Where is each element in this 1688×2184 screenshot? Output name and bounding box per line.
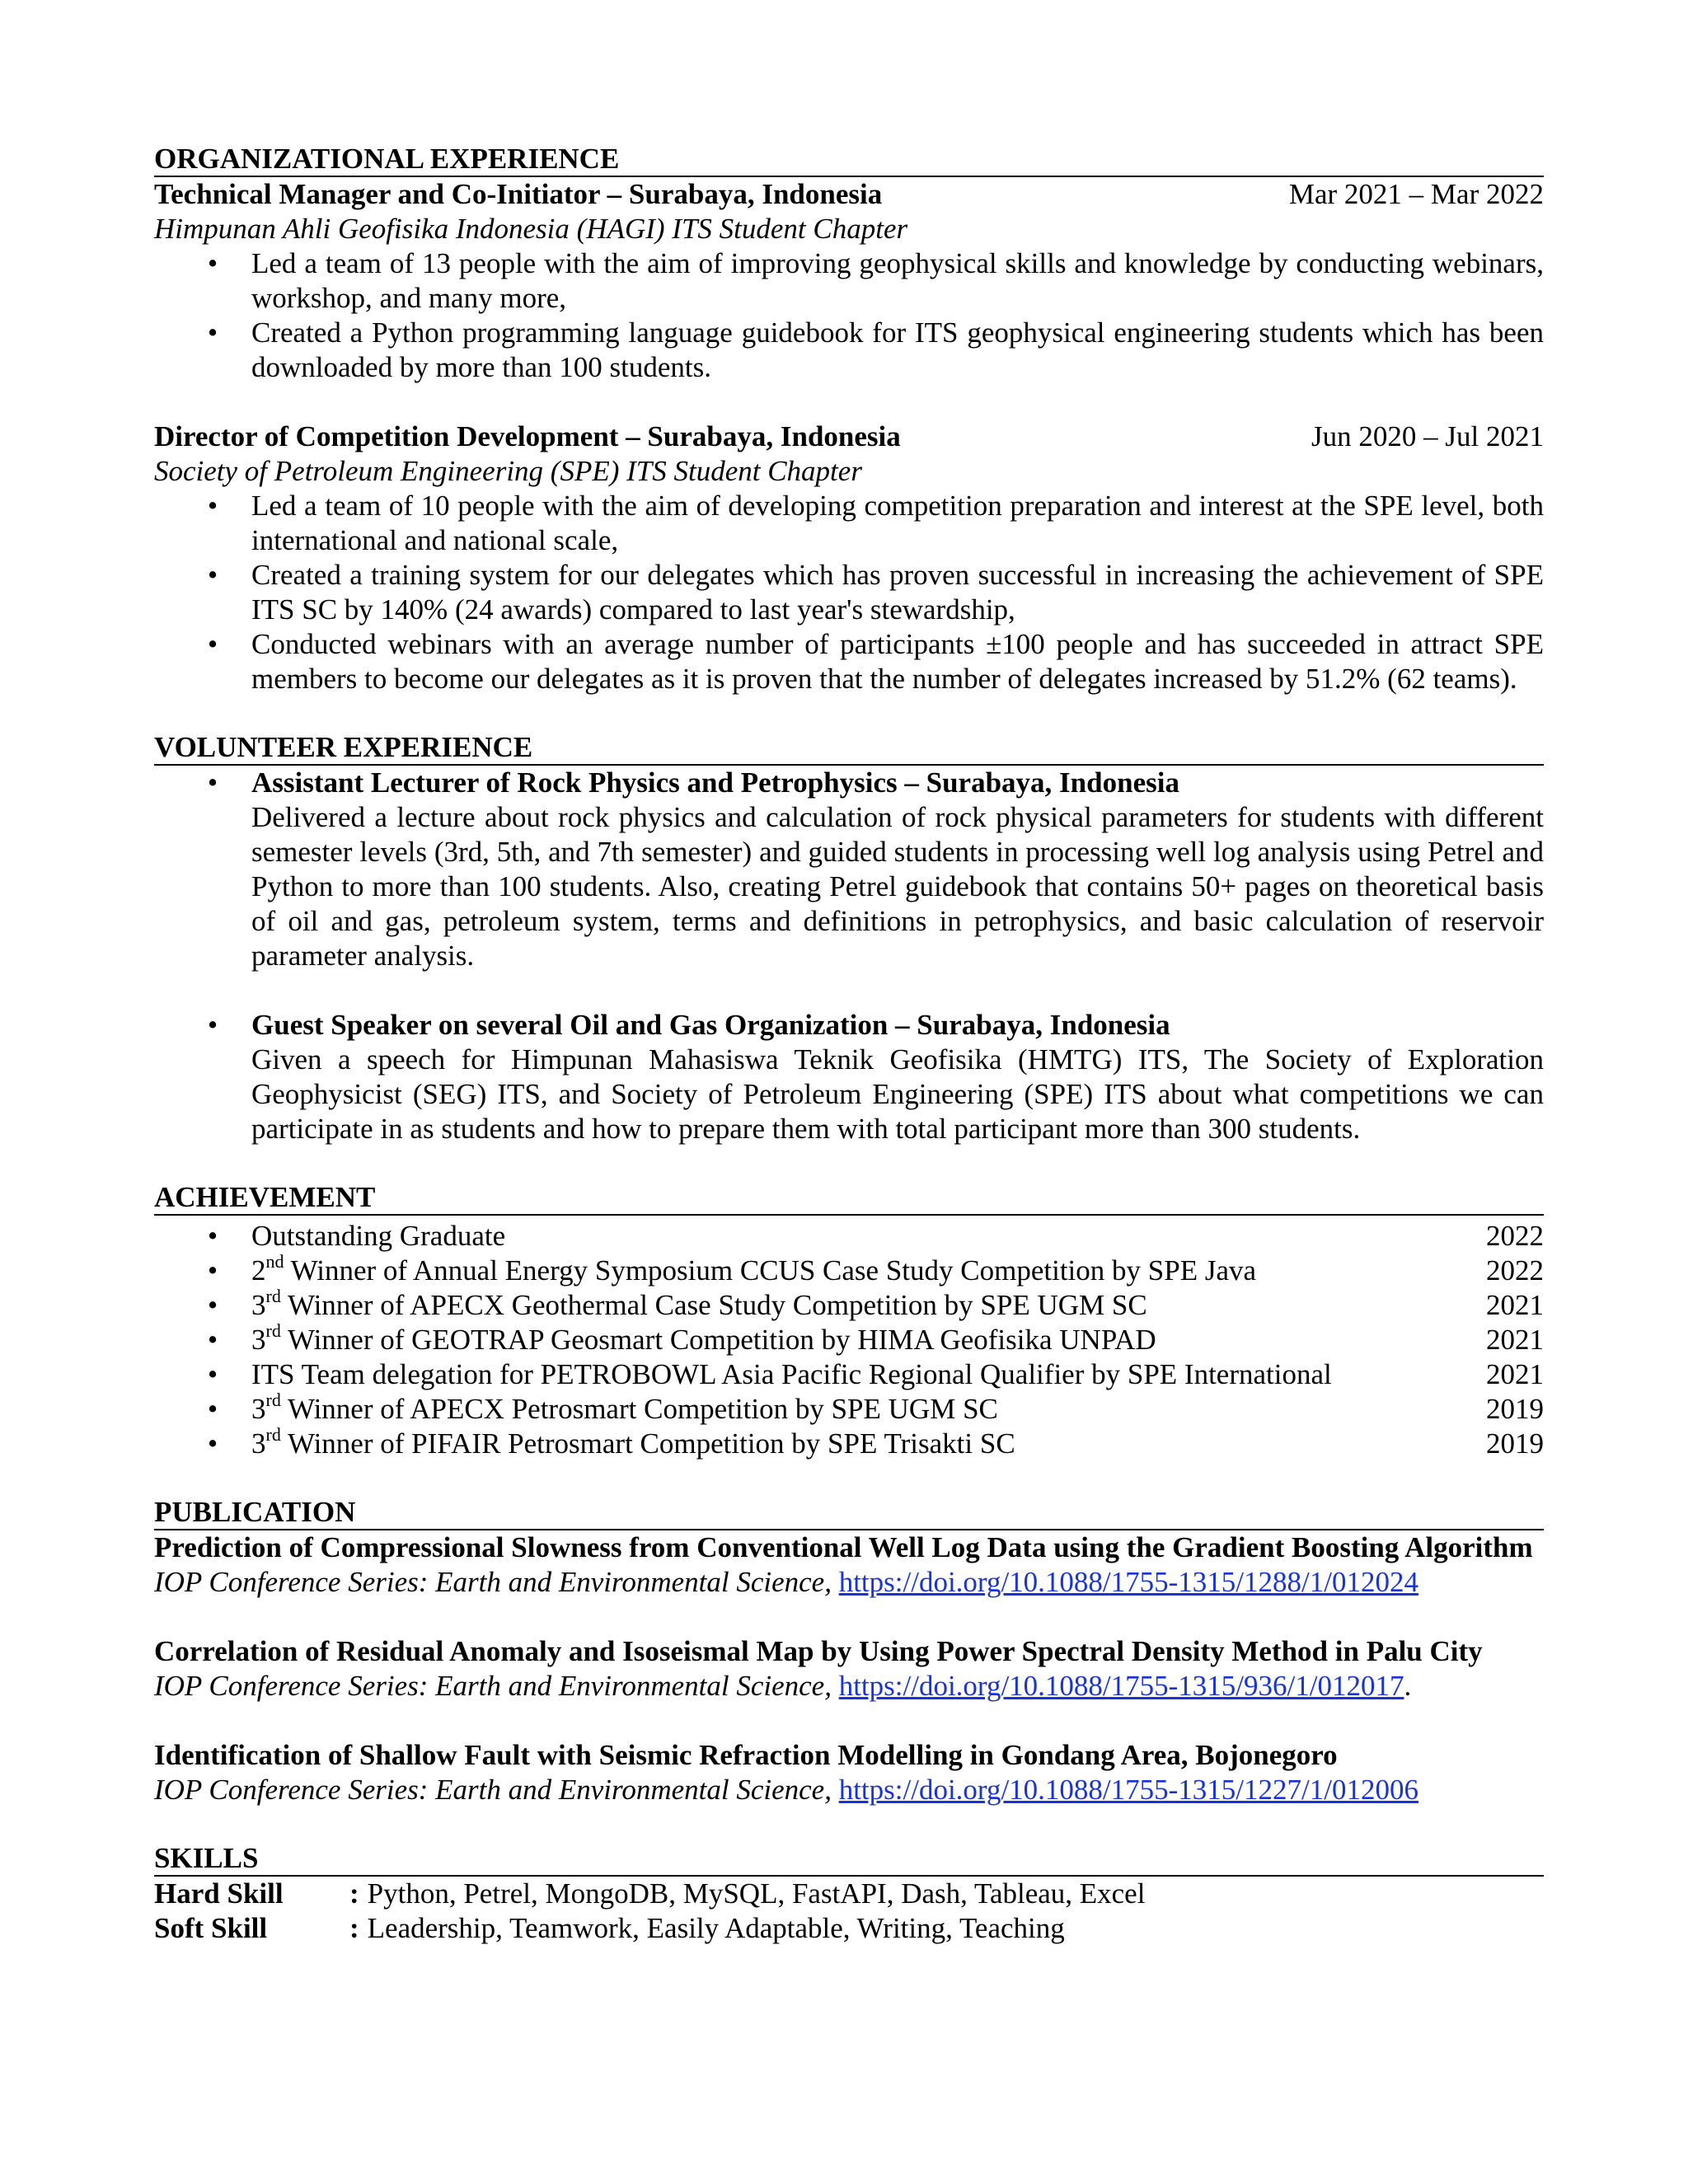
list-item: • Created a training system for our delegates which has proven successful in increasing the achievement of SPE ITS SC by 140% (24 awards) compared to last year's stewardship, (154, 558, 1544, 627)
list-item: • Conducted webinars with an average number of participants ±100 people and has succeeded in attract SPE members to become our delegates as it is proven that the number of delegates increased by 51.2% (62 teams). (154, 627, 1544, 696)
skills-section (154, 1842, 1544, 1946)
skill-value: Python, Petrel, MongoDB, MySQL, FastAPI, Dash, Tableau, Excel (367, 1877, 1146, 1910)
bullet-icon: • (207, 1254, 218, 1286)
bullet-icon: • (207, 1289, 218, 1321)
resume-page (154, 143, 1544, 1946)
section-title: ACHIEVEMENT (154, 1181, 1544, 1216)
bullet-icon: • (207, 316, 218, 349)
bullet-icon: • (207, 1009, 218, 1041)
publication-venue: IOP Conference Series: Earth and Environmental Science, (154, 1566, 832, 1598)
section-title: SKILLS (154, 1842, 1544, 1877)
publication-entry (154, 1530, 1544, 1600)
organization-name: Himpunan Ahli Geofisika Indonesia (HAGI) ITS Student Chapter (154, 213, 908, 245)
achievement-item: • 3rd Winner of APECX Petrosmart Competition by SPE UGM SC 2019 (154, 1392, 1544, 1427)
publication-entry (154, 1738, 1544, 1807)
doi-link[interactable]: https://doi.org/10.1088/1755-1315/1288/1/012024 (838, 1566, 1418, 1598)
achievement-item: • 3rd Winner of PIFAIR Petrosmart Competition by SPE Trisakti SC 2019 (154, 1427, 1544, 1461)
bullet-icon: • (207, 559, 218, 591)
date-range: Mar 2021 – Mar 2022 (1288, 178, 1544, 210)
list-item: • Led a team of 13 people with the aim of improving geophysical skills and knowledge by conducting webinars, workshop, and many more, (154, 246, 1544, 316)
achievement-year: 2022 (1486, 1254, 1544, 1286)
publication-entry: Correlation of Residual Anomaly and Isoseismal Map by Using Power Spectral Density Method in Palu City IOP Conference Series: Earth and Environmental Science, https://doi.org/10.1088/1755-1315/936/1/012017. (154, 1634, 1544, 1704)
skill-value: Leadership, Teamwork, Easily Adaptable, Writing, Teaching (367, 1912, 1065, 1944)
role-title: Director of Competition Development – Surabaya, Indonesia (154, 420, 901, 452)
achievement-year: 2019 (1486, 1393, 1544, 1425)
bullet-icon: • (207, 766, 218, 799)
publication-venue: IOP Conference Series: Earth and Environmental Science, (154, 1774, 832, 1806)
achievement-year: 2021 (1486, 1289, 1544, 1321)
skill-label: Hard Skill (154, 1877, 284, 1910)
achievement-item: • 3rd Winner of GEOTRAP Geosmart Competition by HIMA Geofisika UNPAD 2021 (154, 1323, 1544, 1357)
publication-title: Prediction of Compressional Slowness from Conventional Well Log Data using the Gradient Boosting Algorithm (154, 1531, 1533, 1563)
publication-section (154, 1496, 1544, 1807)
bullet-icon: • (207, 1358, 218, 1390)
volunteer-description: Given a speech for Himpunan Mahasiswa Teknik Geofisika (HMTG) ITS, The Society of Exploration Geophysicist (SEG) ITS, and Society of Petroleum Engineering (SPE) ITS about what competitions we can participate in as students and how to prepare them with total participant more than 300 students. (251, 1043, 1544, 1145)
bullet-icon: • (207, 490, 218, 522)
achievement-year: 2019 (1486, 1427, 1544, 1460)
list-item: • Led a team of 10 people with the aim of developing competition preparation and interest at the SPE level, both international and national scale, (154, 489, 1544, 558)
experience-entry (154, 419, 1544, 696)
volunteer-heading: Assistant Lecturer of Rock Physics and Petrophysics – Surabaya, Indonesia (251, 766, 1179, 799)
publication-title: Identification of Shallow Fault with Seismic Refraction Modelling in Gondang Area, Bojonegoro (154, 1739, 1338, 1771)
achievement-item: • Outstanding Graduate 2022 (154, 1219, 1544, 1254)
doi-link[interactable]: https://doi.org/10.1088/1755-1315/1227/1/012006 (838, 1774, 1418, 1806)
bullet-icon: • (207, 1324, 218, 1356)
achievement-section (154, 1181, 1544, 1461)
bullet-icon: • (207, 1427, 218, 1460)
doi-link[interactable]: https://doi.org/10.1088/1755-1315/936/1/012017 (838, 1670, 1404, 1702)
achievement-year: 2021 (1486, 1324, 1544, 1356)
bullet-icon: • (207, 247, 218, 279)
skill-label: Soft Skill (154, 1912, 268, 1944)
role-title: Technical Manager and Co-Initiator – Surabaya, Indonesia (154, 178, 883, 210)
bullet-icon: • (207, 1220, 218, 1252)
volunteer-experience-section (154, 731, 1544, 1146)
volunteer-description: Delivered a lecture about rock physics and calculation of rock physical parameters for students with different semester levels (3rd, 5th, and 7th semester) and guided students in processing well log analysis using Petrel and Python to more than 100 students. Also, creating Petrel guidebook that contains 50+ pages on theoretical basis of oil and gas, petroleum system, terms and definitions in petrophysics, and basic calculation of reservoir parameter analysis. (251, 801, 1544, 972)
list-item (154, 766, 1544, 973)
achievement-item: • 2nd Winner of Annual Energy Symposium CCUS Case Study Competition by SPE Java 2022 (154, 1254, 1544, 1288)
organization-name: Society of Petroleum Engineering (SPE) ITS Student Chapter (154, 455, 862, 487)
organizational-experience-section (154, 143, 1544, 696)
section-title: ORGANIZATIONAL EXPERIENCE (154, 143, 1544, 177)
section-title: PUBLICATION (154, 1496, 1544, 1530)
bullet-icon: • (207, 1393, 218, 1425)
list-item: • Created a Python programming language guidebook for ITS geophysical engineering students which has been downloaded by more than 100 students. (154, 316, 1544, 385)
skill-row: Hard Skill : Python, Petrel, MongoDB, MySQL, FastAPI, Dash, Tableau, Excel (154, 1877, 1146, 1910)
achievement-item: • ITS Team delegation for PETROBOWL Asia Pacific Regional Qualifier by SPE International 2021 (154, 1357, 1544, 1392)
achievement-item: • 3rd Winner of APECX Geothermal Case Study Competition by SPE UGM SC 2021 (154, 1288, 1544, 1323)
volunteer-heading: Guest Speaker on several Oil and Gas Organization – Surabaya, Indonesia (251, 1009, 1170, 1041)
bullet-icon: • (207, 628, 218, 660)
section-title: VOLUNTEER EXPERIENCE (154, 731, 1544, 766)
list-item (154, 1008, 1544, 1146)
achievement-year: 2021 (1486, 1358, 1544, 1390)
skill-row: Soft Skill : Leadership, Teamwork, Easily Adaptable, Writing, Teaching (154, 1912, 1065, 1944)
date-range: Jun 2020 – Jul 2021 (1311, 420, 1544, 452)
experience-entry (154, 177, 1544, 385)
publication-title: Correlation of Residual Anomaly and Isoseismal Map by Using Power Spectral Density Method in Palu City (154, 1635, 1483, 1667)
publication-venue: IOP Conference Series: Earth and Environmental Science, (154, 1670, 832, 1702)
achievement-year: 2022 (1486, 1220, 1544, 1252)
